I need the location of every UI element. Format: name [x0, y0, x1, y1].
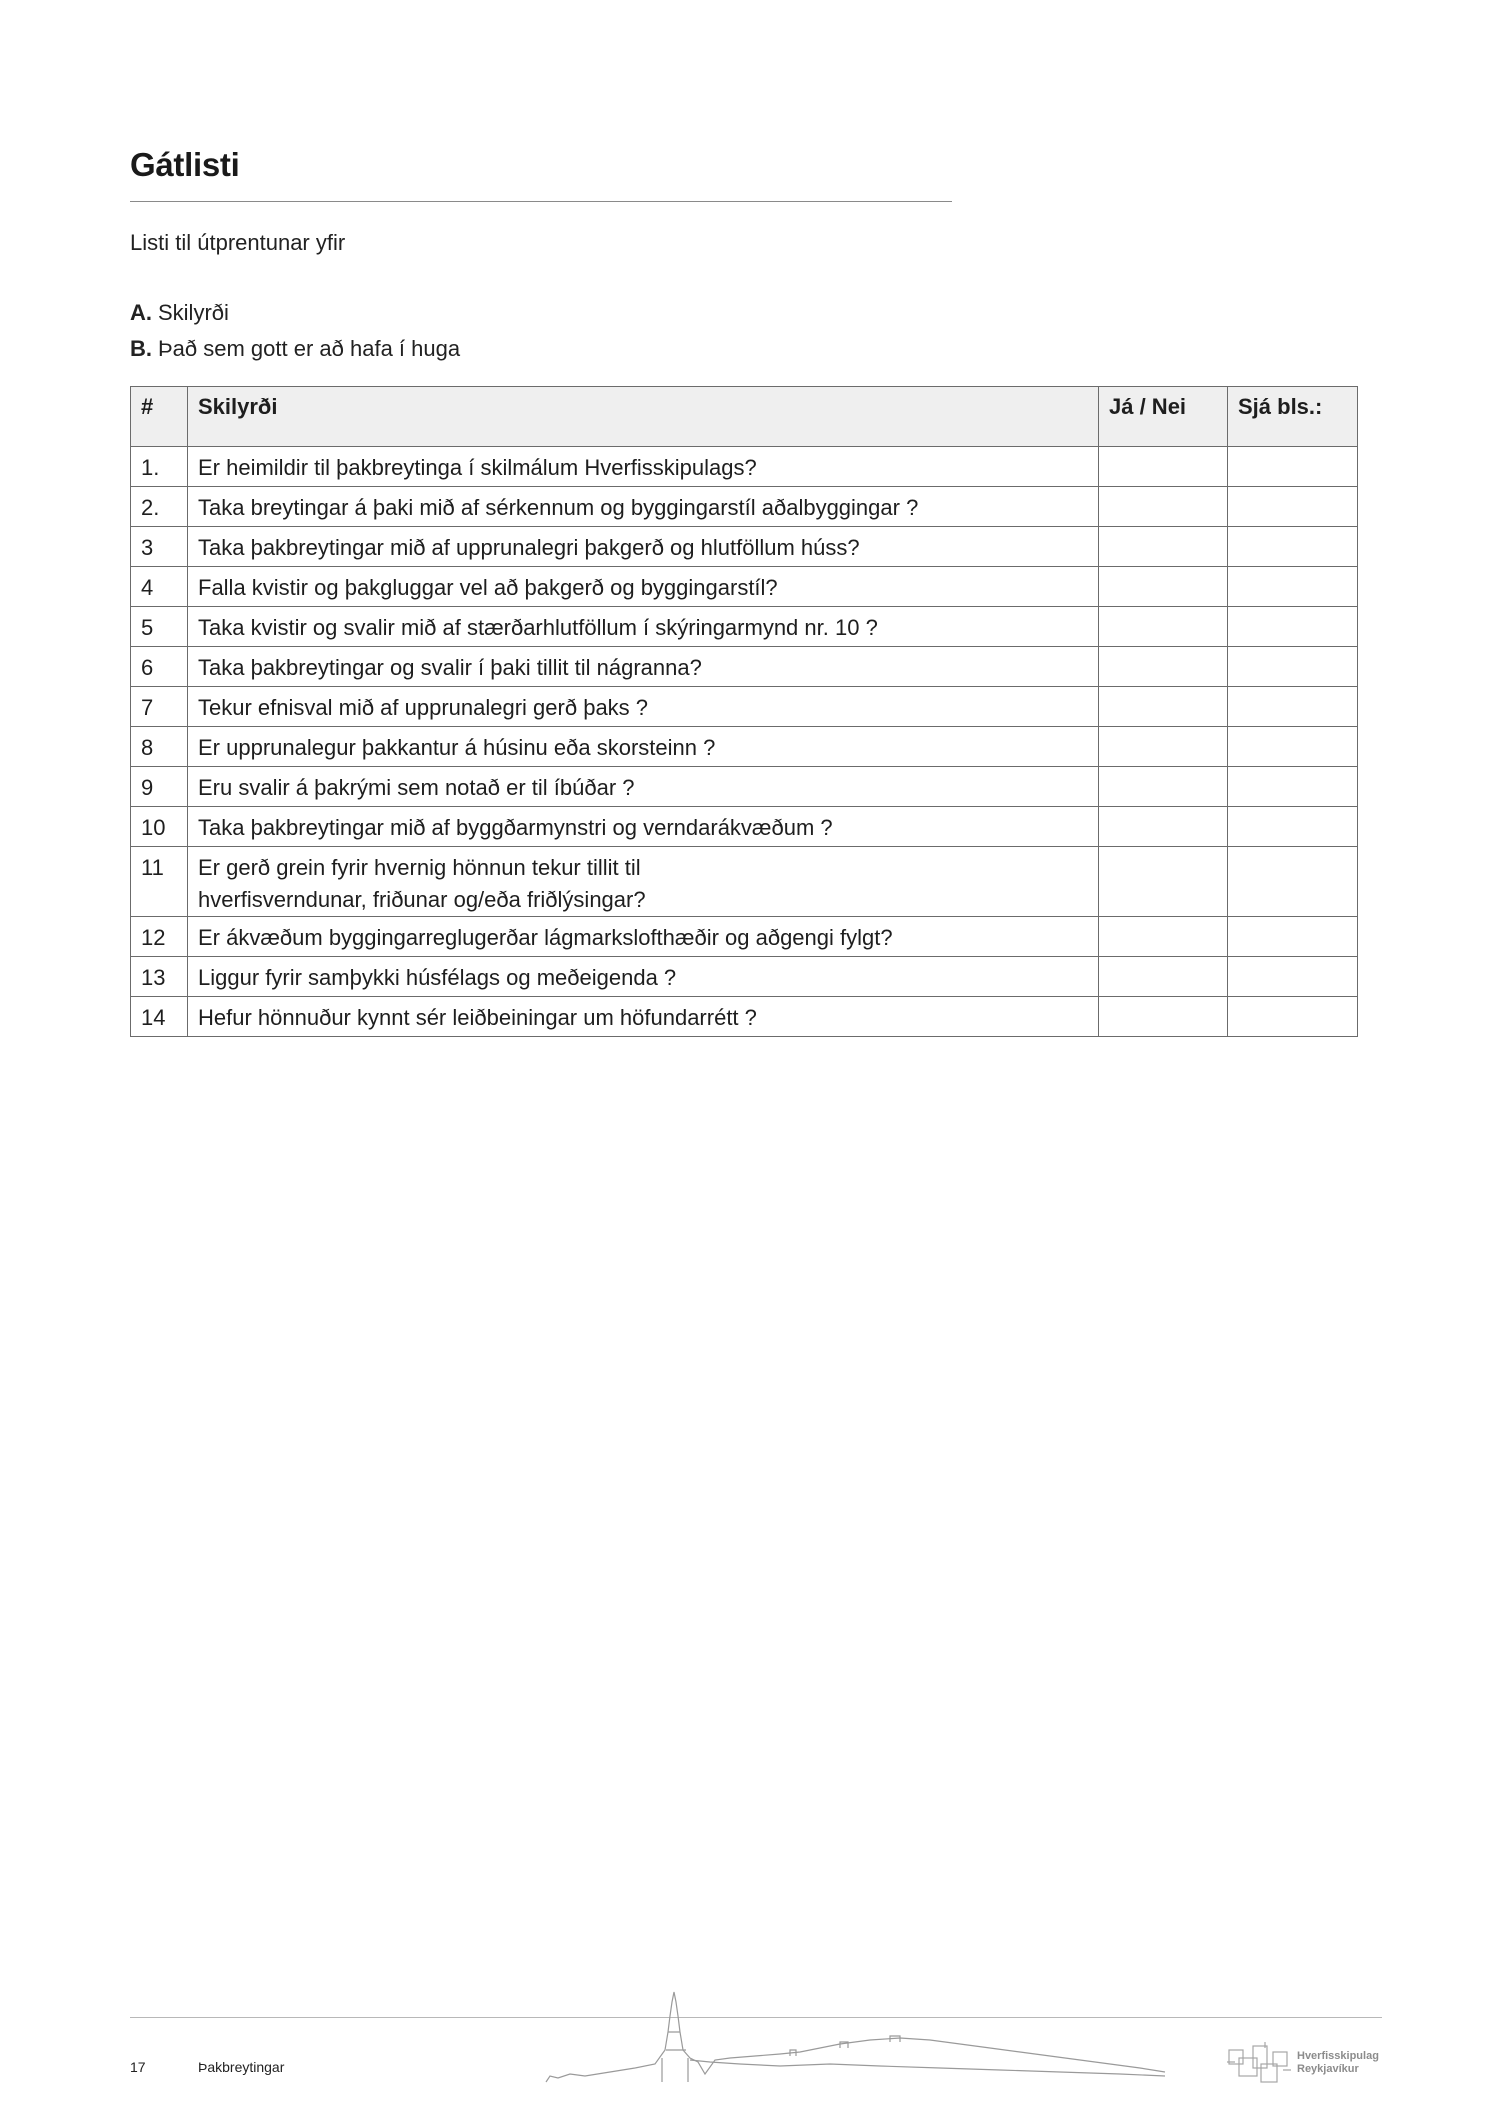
see-page-cell[interactable]: [1228, 997, 1358, 1037]
row-question: Taka þakbreytingar mið af byggðarmynstri og verndarákvæðum ?: [188, 807, 1099, 847]
logo-line-1: Hverfisskipulag: [1297, 2050, 1379, 2062]
yes-no-cell[interactable]: [1099, 647, 1228, 687]
row-question: Liggur fyrir samþykki húsfélags og meðeigenda ?: [188, 957, 1099, 997]
table-row: [131, 567, 1358, 607]
row-number: 9: [131, 767, 188, 807]
see-page-cell[interactable]: [1228, 687, 1358, 727]
row-number: 8: [131, 727, 188, 767]
see-page-cell[interactable]: [1228, 487, 1358, 527]
see-page-cell[interactable]: [1228, 647, 1358, 687]
row-number: 14: [131, 997, 188, 1037]
row-number: 4: [131, 567, 188, 607]
row-question: Falla kvistir og þakgluggar vel að þakgerð og byggingarstíl?: [188, 567, 1099, 607]
footer-section-title: Þakbreytingar: [198, 2059, 285, 2075]
logo-line-2: Reykjavíkur: [1297, 2063, 1359, 2075]
row-question: Er ákvæðum byggingarreglugerðar lágmarkslofthæðir og aðgengi fylgt?: [188, 917, 1099, 957]
table-row: [131, 487, 1358, 527]
row-number: 10: [131, 807, 188, 847]
city-skyline-illustration: [540, 1988, 1170, 2088]
legend-item-a: [130, 300, 229, 326]
yes-no-cell[interactable]: [1099, 767, 1228, 807]
title-divider: [130, 201, 952, 202]
intro-text: Listi til útprentunar yfir: [130, 230, 346, 255]
table-row: [131, 727, 1358, 767]
legend-item-b: [130, 336, 460, 362]
row-question-line: Er gerð grein fyrir hvernig hönnun tekur tillit til: [198, 855, 641, 880]
see-page-cell[interactable]: [1228, 567, 1358, 607]
row-question: [188, 847, 1099, 917]
legend-key: B.: [130, 336, 152, 361]
row-number: 1.: [131, 447, 188, 487]
checklist-table: [130, 386, 1358, 1037]
yes-no-cell[interactable]: [1099, 727, 1228, 767]
table-row: [131, 917, 1358, 957]
row-question: Hefur hönnuður kynnt sér leiðbeiningar um höfundarrétt ?: [188, 997, 1099, 1037]
table-row: [131, 447, 1358, 487]
table-header-row: [131, 387, 1358, 447]
row-question: Er upprunalegur þakkantur á húsinu eða skorsteinn ?: [188, 727, 1099, 767]
row-question: Er heimildir til þakbreytinga í skilmálum Hverfisskipulags?: [188, 447, 1099, 487]
see-page-cell[interactable]: [1228, 847, 1358, 917]
row-question: Taka breytingar á þaki mið af sérkennum og byggingarstíl aðalbyggingar ?: [188, 487, 1099, 527]
page-title: Gátlisti: [130, 146, 240, 183]
row-question: Taka kvistir og svalir mið af stærðarhlutföllum í skýringarmynd nr. 10 ?: [188, 607, 1099, 647]
table-row: [131, 647, 1358, 687]
legend-text: Það sem gott er að hafa í huga: [158, 336, 461, 361]
yes-no-cell[interactable]: [1099, 997, 1228, 1037]
header-see-page: Sjá bls.:: [1228, 387, 1358, 447]
row-number: 13: [131, 957, 188, 997]
yes-no-cell[interactable]: [1099, 807, 1228, 847]
yes-no-cell[interactable]: [1099, 957, 1228, 997]
row-number: 12: [131, 917, 188, 957]
see-page-cell[interactable]: [1228, 447, 1358, 487]
row-question: Tekur efnisval mið af upprunalegri gerð þaks ?: [188, 687, 1099, 727]
see-page-cell[interactable]: [1228, 607, 1358, 647]
header-condition: Skilyrði: [188, 387, 1099, 447]
row-question: Eru svalir á þakrými sem notað er til íbúðar ?: [188, 767, 1099, 807]
row-question: Taka þakbreytingar mið af upprunalegri þakgerð og hlutföllum húss?: [188, 527, 1099, 567]
legend-key: A.: [130, 300, 152, 325]
row-question: Taka þakbreytingar og svalir í þaki tillit til nágranna?: [188, 647, 1099, 687]
header-yes-no: Já / Nei: [1099, 387, 1228, 447]
yes-no-cell[interactable]: [1099, 527, 1228, 567]
table-row: [131, 607, 1358, 647]
see-page-cell[interactable]: [1228, 527, 1358, 567]
yes-no-cell[interactable]: [1099, 607, 1228, 647]
row-number: 7: [131, 687, 188, 727]
hverfisskipulag-logo: [1225, 2040, 1385, 2088]
hverfisskipulag-logo-mark: [1225, 2040, 1295, 2088]
row-number: 2.: [131, 487, 188, 527]
yes-no-cell[interactable]: [1099, 847, 1228, 917]
table-row: [131, 527, 1358, 567]
table-row: [131, 847, 1358, 917]
table-row: [131, 997, 1358, 1037]
see-page-cell[interactable]: [1228, 957, 1358, 997]
yes-no-cell[interactable]: [1099, 687, 1228, 727]
row-number: 5: [131, 607, 188, 647]
header-number: #: [131, 387, 188, 447]
yes-no-cell[interactable]: [1099, 447, 1228, 487]
row-number: 3: [131, 527, 188, 567]
table-row: [131, 807, 1358, 847]
see-page-cell[interactable]: [1228, 917, 1358, 957]
see-page-cell[interactable]: [1228, 807, 1358, 847]
table-row: [131, 687, 1358, 727]
page-number: 17: [130, 2059, 146, 2075]
row-number: 11: [131, 847, 188, 917]
table-row: [131, 767, 1358, 807]
see-page-cell[interactable]: [1228, 767, 1358, 807]
legend-text: Skilyrði: [158, 300, 229, 325]
yes-no-cell[interactable]: [1099, 917, 1228, 957]
row-question-line: hverfisverndunar, friðunar og/eða friðlýsingar?: [198, 887, 646, 912]
see-page-cell[interactable]: [1228, 727, 1358, 767]
row-number: 6: [131, 647, 188, 687]
yes-no-cell[interactable]: [1099, 567, 1228, 607]
yes-no-cell[interactable]: [1099, 487, 1228, 527]
table-row: [131, 957, 1358, 997]
